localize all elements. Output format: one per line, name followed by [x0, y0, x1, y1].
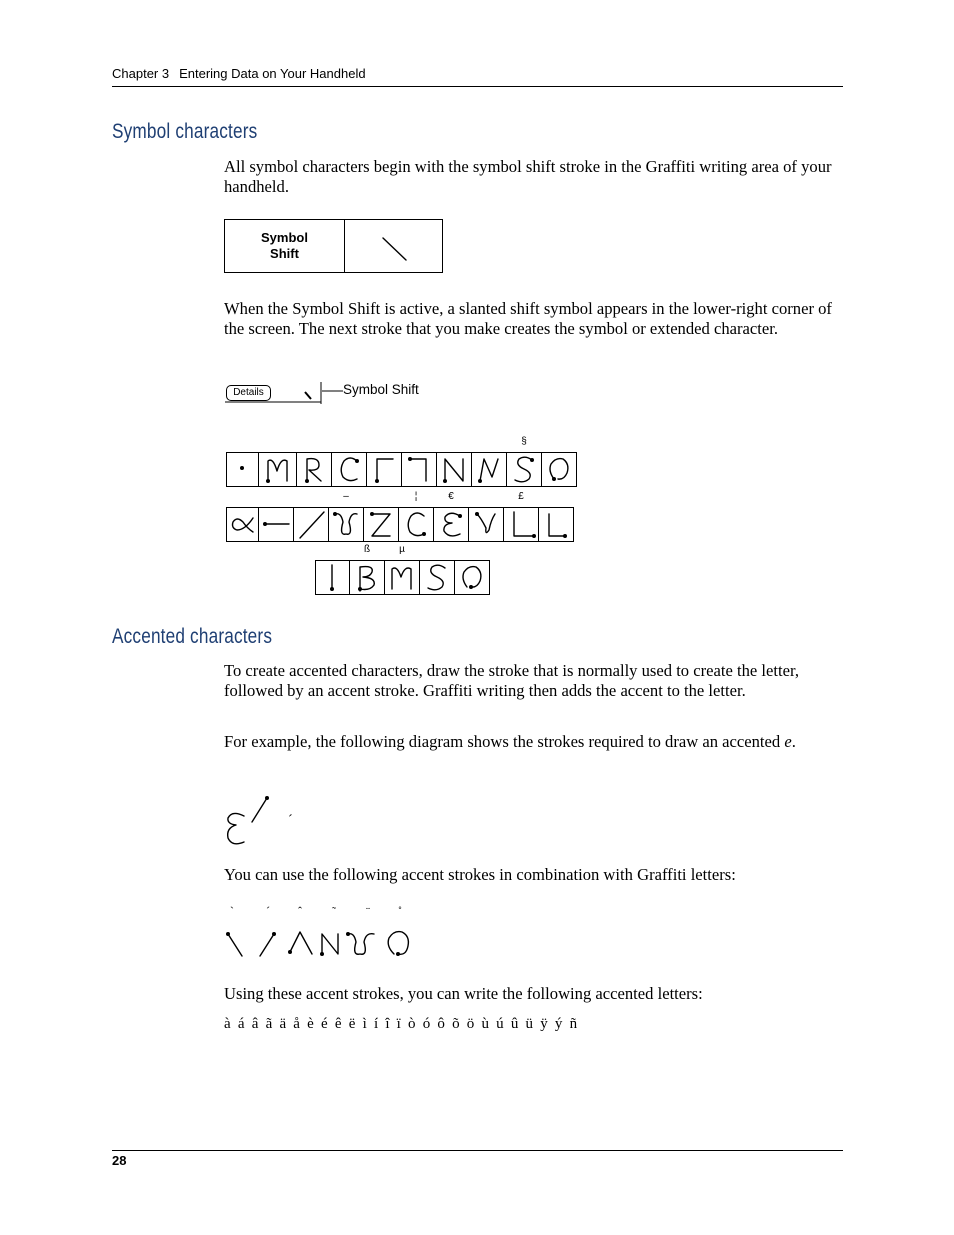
symbol-stroke-cell [542, 452, 577, 487]
symbol-stroke-cell [332, 452, 367, 487]
symbol-stroke-cell [420, 560, 455, 595]
accent-mark: ˆ [298, 904, 302, 918]
accented-letter: à [224, 1016, 231, 1032]
accented-letter: ï [396, 1016, 401, 1032]
accented-letter: ô [437, 1016, 445, 1032]
accented-letter: ÿ [540, 1016, 548, 1032]
running-header [112, 66, 366, 81]
accent-mark: ¨ [366, 904, 370, 918]
symbol-stroke-cell: µ [385, 560, 420, 595]
symbol-stroke-cell [469, 507, 504, 542]
symbol-stroke-row-3 [315, 544, 490, 595]
accented-letter: ê [334, 1016, 342, 1032]
symbol-stroke-cell: ß [350, 560, 385, 595]
symbol-shift-label-line2: Shift [270, 246, 299, 261]
accent-mark: ˚ [398, 904, 402, 918]
accent-example-paragraph: For example, the following diagram shows the strokes required to draw an accented e. [224, 732, 796, 751]
symbol-shift-label-line1: Symbol [261, 230, 308, 245]
accented-e-stroke-diagram [222, 790, 322, 850]
symbol-stroke-cell [259, 452, 297, 487]
symbol-stroke-cell: £ [504, 507, 539, 542]
symbol-stroke-cell [437, 452, 472, 487]
symbol-shift-demo [224, 378, 444, 408]
footer-rule [112, 1150, 843, 1151]
symbol-stroke-cell: – [329, 507, 364, 542]
accent-strokes-paragraph: You can use the following accent strokes in combination with Graffiti letters: [224, 865, 736, 884]
accented-letter: ì [362, 1016, 367, 1032]
symbol-stroke-cell [539, 507, 574, 542]
symbol-stroke-cell [226, 452, 259, 487]
symbol-stroke-cell [315, 560, 350, 595]
accented-letter: ä [279, 1016, 287, 1032]
accented-letter: ý [554, 1016, 563, 1032]
page-number: 28 [112, 1153, 127, 1168]
accented-letter: ë [348, 1016, 356, 1032]
section-heading-accented: Accented characters [112, 625, 273, 648]
accented-letter: î [385, 1016, 390, 1032]
accented-letter: ó [422, 1016, 431, 1032]
symbol-stroke-cell [259, 507, 294, 542]
example-accent-mark: ´ [288, 813, 293, 828]
accented-letters-list [224, 1016, 584, 1033]
accent-mark: ` [230, 904, 234, 918]
symbol-stroke-row-2 [226, 491, 574, 542]
accented-letter: ú [496, 1016, 504, 1032]
details-button[interactable]: Details [226, 385, 271, 401]
accent-mark: ´ [266, 904, 270, 918]
accent-strokes-icons [222, 924, 422, 966]
accented-letter: ù [481, 1016, 489, 1032]
accented-letter: ö [466, 1016, 475, 1032]
accented-letter: ã [265, 1016, 273, 1032]
accent-strokes-diagram [222, 904, 422, 966]
accent-mark: ˜ [332, 904, 336, 918]
symbol-shift-callout: Symbol Shift [343, 382, 419, 397]
accented-letter: í [373, 1016, 379, 1032]
symbol-stroke-cell [455, 560, 490, 595]
chapter-label: Chapter 3 [112, 66, 170, 81]
accented-letters-intro: Using these accent strokes, you can write the following accented letters: [224, 984, 703, 1003]
accented-letter: â [251, 1016, 259, 1032]
accented-letter: ò [408, 1016, 416, 1032]
symbol-stroke-cell [297, 452, 332, 487]
symbol-stroke-cell [364, 507, 399, 542]
symbol-stroke-cell [226, 507, 259, 542]
symbol-stroke-cell [472, 452, 507, 487]
symbol-shift-table [224, 219, 443, 273]
symbol-active-paragraph: When the Symbol Shift is active, a slanted shift symbol appears in the lower-right corner of the screen. The next stroke that you make creates the symbol or extended character. [224, 299, 832, 338]
accented-letter: è [307, 1016, 314, 1032]
symbol-stroke-cell: ¦ [399, 507, 434, 542]
symbol-intro-paragraph: All symbol characters begin with the symbol shift stroke in the Graffiti writing area of your handheld. [224, 157, 832, 196]
symbol-shift-label [225, 220, 345, 272]
accented-letter: å [293, 1016, 300, 1032]
symbol-stroke-cell [402, 452, 437, 487]
symbol-stroke-cell [367, 452, 402, 487]
symbol-stroke-cell: § [507, 452, 542, 487]
accented-letter: û [510, 1016, 519, 1032]
header-rule [112, 86, 843, 87]
symbol-shift-stroke-icon [345, 220, 442, 272]
section-heading-symbol: Symbol characters [112, 120, 258, 143]
accented-letter: ü [525, 1016, 534, 1032]
symbol-shift-stroke [345, 220, 442, 272]
accented-letter: á [237, 1016, 245, 1032]
symbol-stroke-row-1 [226, 436, 577, 487]
chapter-title: Entering Data on Your Handheld [179, 66, 366, 81]
symbol-stroke-cell: € [434, 507, 469, 542]
accented-letter: é [321, 1016, 328, 1032]
symbol-stroke-cell [294, 507, 329, 542]
accented-letter: ñ [569, 1016, 578, 1032]
accented-letter: õ [452, 1016, 460, 1032]
accent-intro-paragraph: To create accented characters, draw the stroke that is normally used to create the letter, followed by an accent stroke. Graffiti writing then adds the accent to the letter. [224, 661, 799, 700]
shift-indicator-icon [224, 378, 344, 408]
